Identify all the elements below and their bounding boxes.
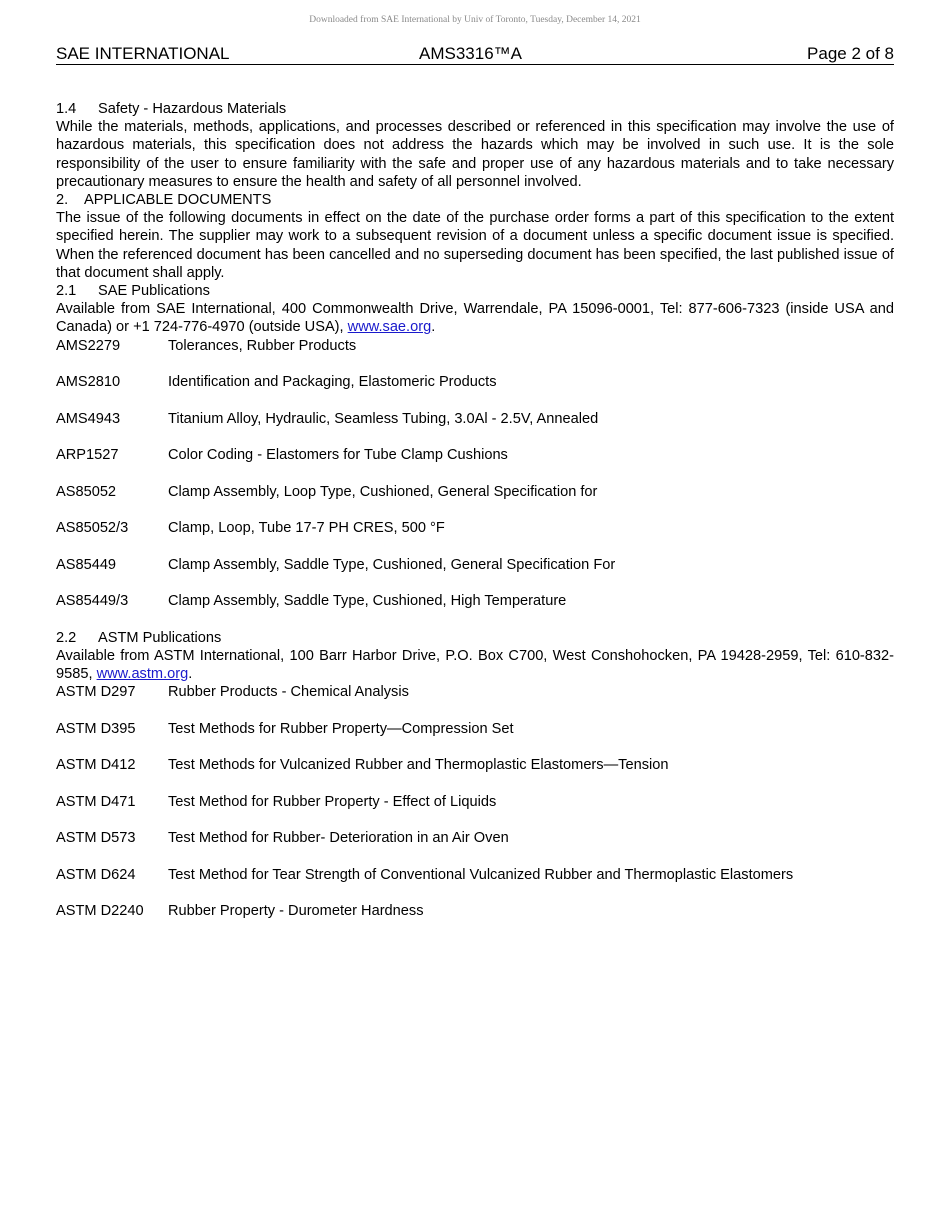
reference-row <box>56 902 894 920</box>
reference-code: AMS2279 <box>56 337 121 354</box>
reference-title: Test Method for Rubber- Deterioration in an Air Oven <box>168 830 509 847</box>
safety-paragraph: While the materials, methods, applications, and processes described or referenced in this specification may involve the use of hazardous materials, this specification does not address the hazards which may be involved in such use. It is the sole responsibility of the user to ensure familiarity with the safe and proper use of any hazardous materials and to take necessary precautionary measures to ensure the health and safety of all personnel involved. <box>56 119 894 190</box>
reference-title: Tolerances, Rubber Products <box>168 337 357 354</box>
reference-code: ASTM D624 <box>56 866 136 883</box>
reference-title: Clamp Assembly, Saddle Type, Cushioned, High Temperature <box>168 593 567 610</box>
reference-code: AMS2810 <box>56 374 121 391</box>
reference-title: Test Methods for Vulcanized Rubber and Thermoplastic Elastomers—Tension <box>168 757 669 774</box>
reference-row <box>56 720 894 738</box>
reference-title: Rubber Products - Chemical Analysis <box>168 684 409 701</box>
reference-code: ASTM D2240 <box>56 903 144 920</box>
reference-row <box>56 373 894 391</box>
reference-code: ARP1527 <box>56 447 119 464</box>
reference-title: Rubber Property - Durometer Hardness <box>168 903 424 920</box>
section-heading-1-4: 1.4 Safety - Hazardous Materials <box>56 101 287 117</box>
header-doc-id: AMS3316™A <box>419 44 522 63</box>
reference-row <box>56 592 894 610</box>
reference-row <box>56 683 894 701</box>
reference-row <box>56 556 894 574</box>
reference-title: Clamp Assembly, Loop Type, Cushioned, General Specification for <box>168 483 598 500</box>
section-heading-2: 2. APPLICABLE DOCUMENTS <box>56 192 272 209</box>
reference-row <box>56 483 894 501</box>
section-heading-2-2: 2.2 ASTM Publications <box>56 629 222 646</box>
reference-row <box>56 519 894 537</box>
reference-code: ASTM D395 <box>56 720 136 737</box>
reference-title: Titanium Alloy, Hydraulic, Seamless Tubing, 3.0Al - 2.5V, Annealed <box>168 410 599 427</box>
page-content <box>56 100 894 939</box>
download-watermark: Downloaded from SAE International by Univ of Toronto, Tuesday, December 14, 2021 <box>309 15 641 25</box>
reference-code: ASTM D573 <box>56 830 136 847</box>
reference-row <box>56 337 894 355</box>
reference-code: AS85449/3 <box>56 593 129 610</box>
reference-row <box>56 793 894 811</box>
reference-title: Test Method for Rubber Property - Effect of Liquids <box>168 793 497 810</box>
reference-row <box>56 829 894 847</box>
reference-title: Clamp, Loop, Tube 17-7 PH CRES, 500 °F <box>168 520 445 537</box>
applicable-documents-paragraph: The issue of the following documents in effect on the date of the purchase order forms a part of this specification to the extent specified herein. The supplier may work to a subsequent revision of a document unless a specific document issue is specified. When the referenced document has been cancelled and no superseding document has been specified, the last published issue of that document shall apply. <box>56 210 894 281</box>
reference-row <box>56 446 894 464</box>
reference-code: ASTM D412 <box>56 757 136 774</box>
reference-row <box>56 756 894 774</box>
header-org: SAE INTERNATIONAL <box>56 44 230 63</box>
reference-row <box>56 410 894 428</box>
sae-reference-list <box>56 337 894 611</box>
reference-code: AMS4943 <box>56 410 121 427</box>
astm-availability-paragraph: Available from ASTM International, 100 Barr Harbor Drive, P.O. Box C700, West Conshohocken, PA 19428-2959, Tel: 610-832-9585, www.astm.org. <box>56 647 894 683</box>
sae-availability-paragraph: Available from SAE International, 400 Commonwealth Drive, Warrendale, PA 15096-0001, Tel: 877-606-7323 (inside USA and Canada) or +1 724-776-4970 (outside USA), www.sae.org. <box>56 301 894 336</box>
astm-website-link[interactable]: www.astm.org <box>96 666 189 683</box>
sae-website-link[interactable]: www.sae.org <box>347 319 432 336</box>
header-page-number: Page 2 of 8 <box>807 44 894 63</box>
page-header <box>56 43 894 65</box>
reference-code: ASTM D471 <box>56 793 136 810</box>
reference-code: AS85052 <box>56 483 117 500</box>
reference-code: ASTM D297 <box>56 684 136 701</box>
reference-title: Test Method for Tear Strength of Conventional Vulcanized Rubber and Thermoplastic Elastomers <box>168 866 794 883</box>
reference-code: AS85449 <box>56 556 117 573</box>
reference-title: Identification and Packaging, Elastomeric Products <box>168 374 497 391</box>
section-heading-2-1: 2.1 SAE Publications <box>56 283 210 300</box>
reference-code: AS85052/3 <box>56 520 129 537</box>
reference-title: Color Coding - Elastomers for Tube Clamp Cushions <box>168 447 508 464</box>
reference-row <box>56 866 894 884</box>
astm-reference-list <box>56 683 894 920</box>
reference-title: Clamp Assembly, Saddle Type, Cushioned, General Specification For <box>168 556 616 573</box>
reference-title: Test Methods for Rubber Property—Compression Set <box>168 720 514 737</box>
